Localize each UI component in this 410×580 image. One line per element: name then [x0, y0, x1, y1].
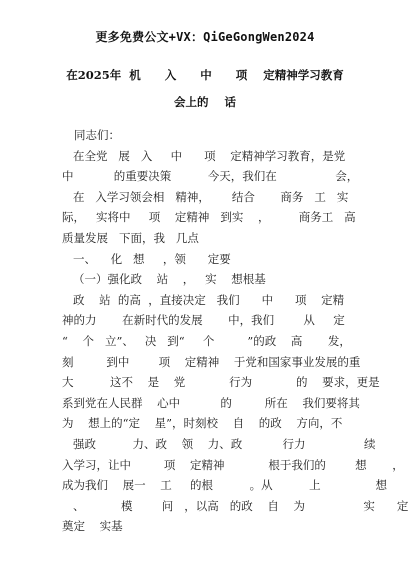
body-line: 系到党在人民群 心中 的 所在 我们要将其	[62, 395, 360, 410]
body-line: 在 入学习领会相 精神， 结合 商务 工 实	[62, 189, 349, 204]
body-line: 神的力 在新时代的发展 中，我们 从 定	[62, 313, 345, 328]
body-line: 成为我们 展一 工 的根 。从 上 想	[62, 478, 387, 493]
body-line: 刻 到中 项 定精神 于党和国家事业发展的重	[62, 354, 361, 369]
salutation: 同志们：	[74, 128, 120, 142]
body-line: 在全党 展 入 中 项 定精神学习教育，是党	[62, 148, 346, 163]
body-line: 大 这不 是 党 行为 的 要求，更是	[62, 375, 380, 390]
body-line: 中 的重要决策 今天，我们在 会，	[62, 169, 359, 184]
body-line: 奠定 实基	[62, 519, 123, 534]
body-line: 质量发展 下面，我 几点	[62, 230, 199, 245]
body-line: 、 模 问 ，以高 的政 自 为 实 定	[62, 498, 409, 513]
document-title-line-2: 会上的 话	[173, 95, 236, 109]
promo-banner: 更多免费公文+VX：QiGeGongWen2024	[95, 30, 315, 44]
body-line: “ 个 立”、 决 到“ 个 ”的政 高 发，	[62, 333, 351, 348]
document-title-line-1: 在2025年 机 入 中 项 定精神学习教育	[66, 68, 344, 82]
section-heading: 一、 化 想 ，领 定要	[62, 251, 231, 266]
body-line: 强政 力、政 领 力、政 行力 续	[62, 436, 376, 451]
body-line: 政 站 的高 ，直接决定 我们 中 项 定精	[62, 292, 345, 307]
body-line: 入学习，让中 项 定精神 根于我们的 想 ，	[62, 457, 404, 472]
subsection-heading: （一）强化政 站 ， 实 想根基	[62, 272, 266, 287]
body-line: 为 想上的“定 星”，时刻校 自 的政 方向，不	[62, 416, 343, 431]
document-body	[62, 125, 409, 537]
body-line: 际， 实将中 项 定精神 到实 ， 商务工 高	[62, 210, 356, 225]
